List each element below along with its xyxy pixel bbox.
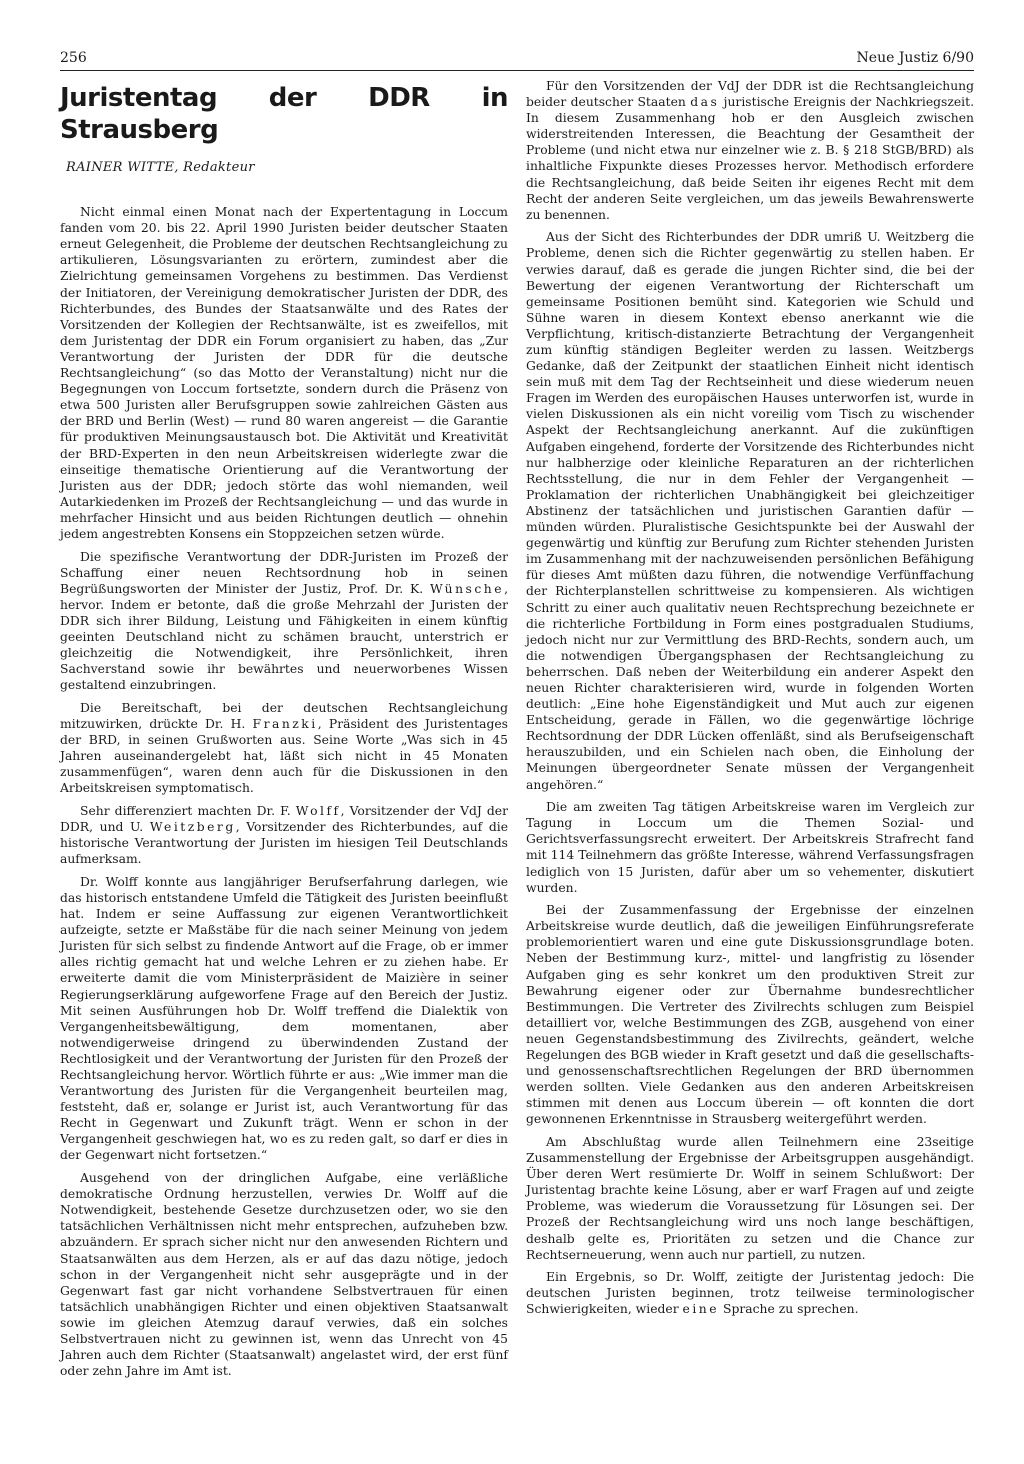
right-column: [526, 78, 974, 1386]
paragraph: Aus der Sicht des Richterbundes der DDR umriß U. Weitzberg die Probleme, denen sich die Richter gegenwärtig zu stellen haben. Er verwies darauf, daß es gerade die jungen Richter sind, die bei der Bewertung der eigenen Verantwortung der Richterschaft um gemeinsame Positionen bemüht sind. Kategorien wie Schuld und Sühne waren in diesem Kontext ebenso anerkannt wie die Verpflichtung, kritisch-distanzierte Betrachtung der Vergangenheit zum künftig ständigen Begleiter werden zu lassen. Weitzbergs Gedanke, daß der Zeitpunkt der staatlichen Einheit nicht identisch sein muß mit dem Tag der Rechtseinheit und diese wiederum neuen Fragen im Werden des europäischen Hauses unterworfen ist, wurde in vielen Diskussionen als ein nicht voreilig vom Tisch zu wischender Aspekt der Rechtsangleichung anerkannt. Auf die zukünftigen Aufgaben eingehend, forderte der Vorsitzende des Richterbundes nicht nur halbherzige oder kleinliche Reparaturen an der richterlichen Rechtsstellung, die nur in dem Fehler der Vergangenheit — Proklamation der richterlichen Unabhängigkeit bei gleichzeitiger Abstinenz der tatsächlichen und juristischen Garantien dafür — münden würden. Pluralistische Gesichtspunkte bei der Auswahl der gegenwärtig und künftig zur Berufung zum Richter stehenden Juristen im Zusammenhang mit der nachzuweisenden persönlichen Befähigung für dieses Amt müßten dazu führen, die notwendige Verfünffachung der Richterplanstellen schrittweise zu kompensieren. Als wichtigen Schritt zu einer auch qualitativ neuen Rechtsprechung bezeichnete er die richterliche Fortbildung in Form eines postgradualen Studiums, jedoch nicht nur zur Vermittlung des BRD-Rechts, sondern auch, um die notwendigen Übergangsphasen der Rechtsangleichung zu beherrschen. Daß neben der Weiterbildung ein anderer Aspekt den neuen Richter charakterisieren wird, wurde in folgenden Worten deutlich: „Eine hohe Eigenständigkeit und Mut auch zur eigenen Entscheidung, gerade in Fällen, wo die gegenwärtige löchrige Rechtsordnung der DDR Lücken offenläßt, sind als Berufseigenschaft herauszubilden, und ein Schielen nach oben, die Einholung der Meinungen übergeordneter Senate müssen der Vergangenheit angehören.“: [526, 230, 974, 792]
person-name: Franzki: [252, 717, 318, 731]
emphasis: das: [690, 95, 720, 110]
text-run: , hervor. Indem er betonte, daß die große Mehrzahl der Juristen der DDR sich ihrer Bildung, Leistung und Fähigkeiten in einem künftig geeinten Deutschland nicht zu schämen braucht, unterstrich er gleichzeitig die Notwendigkeit, ihre Persönlichkeit, ihren Sachverstand sowie ihr bewährtes und neuerworbenes Wissen gestaltend einzubringen.: [60, 581, 508, 693]
paragraph: [60, 549, 508, 694]
text-run: Die spezifische Verantwortung der DDR-Juristen im Prozeß der Schaffung einer neuen Rechtsordnung hob in seinen Begrüßungsworten der Minister der Justiz, Prof. Dr. K.: [60, 549, 508, 596]
text-run: , Vorsitzender der VdJ der DDR, und U.: [60, 803, 509, 835]
left-column: [60, 78, 508, 1386]
text-run: Sehr differenziert machten Dr. F.: [80, 803, 296, 818]
page-number: 256: [60, 50, 87, 66]
person-name: Wünsche: [429, 581, 505, 596]
journal-issue: Neue Justiz 6/90: [856, 50, 974, 66]
paragraph: Die am zweiten Tag tätigen Arbeitskreise waren im Vergleich zur Tagung in Loccum um die Themen Sozial- und Gerichtsverfassungsrecht erweitert. Der Arbeitskreis Strafrecht fand mit 114 Teilnehmern das größte Interesse, während Verfassungsfragen lediglich von 15 Juristen, dafür aber um so vehementer, diskutiert wurden.: [526, 800, 974, 895]
text-run: , Präsident des Juristentages der BRD, in seinen Grußworten aus. Seine Worte „Was sich in 45 Jahren auseinandergelebt hat, läßt sich nicht in 45 Monaten zusammenfügen“, waren denn auch für die Diskussionen in den Arbeitskreisen symptomatisch.: [60, 717, 508, 796]
article-title: Juristentag der DDR in Strausberg: [60, 83, 508, 145]
text-run: Sprache zu sprechen.: [719, 1302, 859, 1317]
paragraph: [60, 700, 508, 797]
person-name: Weitzberg: [149, 820, 236, 835]
text-run: Ein Ergebnis, so Dr. Wolff, zeitigte der Juristentag jedoch: Die deutschen Juristen beginnen, trotz teilweise terminologischer Schwierigkeiten, wieder: [526, 1270, 974, 1317]
page-header: [60, 46, 974, 71]
person-name: Wolff: [295, 803, 341, 818]
paragraph: [60, 803, 508, 867]
text-run: Für den Vorsitzenden der VdJ der DDR ist die Rechtsangleichung beider deutscher Staaten: [526, 79, 974, 110]
paragraph: Dr. Wolff konnte aus langjähriger Berufserfahrung darlegen, wie das historisch entstandene Umfeld die Tätigkeit des Juristen beeinflußt hat. Indem er seine Auffassung zur eigenen Verantwortlichkeit aufzeigte, setzte er Maßstäbe für die nach seiner Meinung von jedem Juristen für sich selbst zu findende Antwort auf die Frage, ob er immer alles richtig gemacht hat und welche Lehren er zu ziehen habe. Er erweiterte damit die vom Ministerpräsident de Maizière in seiner Regierungserklärung aufgeworfene Frage auf den Bereich der Justiz. Mit seinen Ausführungen hob Dr. Wolff treffend die Dialektik von Vergangenheitsbewältigung, dem momentanen, aber notwendigerweise dringend zu überwindenden Zustand der Rechtlosigkeit und der Verantwortung der Juristen für den Prozeß der Rechtsangleichung hervor. Wörtlich führte er aus: „Wie immer man die Verantwortung des Juristen für die Vergangenheit beurteilen mag, feststeht, daß er, solange er Jurist ist, auch Verantwortung für das Recht in Gegenwart und Zukunft trägt. Wenn er schon in der Vergangenheit geschwiegen hat, wo es zu reden galt, so darf er dies in der Gegenwart nicht fortsetzen.“: [60, 874, 508, 1163]
article-body: [60, 78, 974, 1386]
text-run: , Vorsitzender des Richterbundes, auf die historische Verantwortung der Juristen im hiesigen Teil Deutschlands aufmerksam.: [60, 820, 509, 867]
paragraph: Am Abschlußtag wurde allen Teilnehmern eine 23seitige Zusammenstellung der Ergebnisse der Arbeitsgruppen ausgehändigt. Über deren Wert resümierte Dr. Wolff in seinem Schlußwort: Der Juristentag brachte keine Lösung, aber er warf Fragen auf und zeigte Probleme, was wiederum die Voraussetzung für Lösungen sei. Der Prozeß der Rechtsangleichung wird uns noch lange beschäftigen, deshalb gelte es, Prioritäten zu setzen und die Chance zur Rechtserneuerung, wenn auch nur partiell, zu nutzen.: [526, 1135, 974, 1262]
author-byline: RAINER WITTE, Redakteur: [66, 160, 255, 175]
text-run: Die Bereitschaft, bei der deutschen Rechtsangleichung mitzuwirken, drückte Dr. H.: [60, 700, 508, 731]
paragraph: [526, 1269, 974, 1317]
paragraph: Nicht einmal einen Monat nach der Expertentagung in Loccum fanden vom 20. bis 22. April 1990 Juristen beider deutscher Staaten erneut Gelegenheit, die Probleme der deutschen Rechtsangleichung zu artikulieren, Lösungsvarianten zu erörtern, zumindest aber die Zielrichtung gemeinsamen Vorgehens zu bestimmen. Das Verdienst der Initiatoren, der Vereinigung demokratischer Juristen der DDR, des Richterbundes, des Bundes der Staatsanwälte und des Rates der Vorsitzenden der Kollegien der Rechtsanwälte, ist es zweifellos, mit dem Juristentag der DDR ein Forum organisiert zu haben, das „Zur Verantwortung der Juristen der DDR für die deutsche Rechtsangleichung“ (so das Motto der Veranstaltung) nicht nur die Begegnungen von Loccum fortsetzte, sondern durch die Präsenz von etwa 500 Juristen aller Berufsgruppen sowie zahlreichen Gästen aus der BRD und Berlin (West) — rund 80 waren angereist — die Garantie für produktiven Meinungsaustausch bot. Die Aktivität und Kreativität der BRD-Experten in den neun Arbeitskreisen widerlegte zwar die einseitige thematische Orientierung auf die Verantwortung der Juristen aus der DDR; jedoch störte das wohl niemanden, weil Autarkiedenken im Prozeß der Rechtsangleichung — und das wurde in mehrfacher Hinsicht und aus beiden Richtungen deutlich — ohnehin jedem angestrebten Konsens ein Stoppzeichen setzen würde.: [60, 205, 508, 541]
text-run: juristische Ereignis der Nachkriegszeit. In diesem Zusammenhang hob er den Ausgleich zwischen widerstreitenden Interessen, die Beachtung der Gesamtheit der Probleme (und nicht etwa nur einzelner wie z. B. § 218 StGB/BRD) als inhaltliche Fixpunkte dieses Prozesses hervor. Methodisch erfordere die Rechtsangleichung, daß beide Seiten ihr eigenes Recht mit dem Recht der anderen Seite vergleichen, um das jeweils Bewahrenswerte zu benennen.: [526, 95, 974, 222]
emphasis: eine: [682, 1302, 720, 1317]
paragraph: Ausgehend von der dringlichen Aufgabe, eine verläßliche demokratische Ordnung herzustellen, verwies Dr. Wolff auf die Notwendigkeit, bestehende Gesetze durchzusetzen oder, wo sie den tatsächlichen Verhältnissen nicht mehr entsprechen, aufzuheben bzw. abzuändern. Er sprach sicher nicht nur den anwesenden Richtern und Staatsanwälten aus dem Herzen, als er auf das dazu nötige, jedoch schon in der Vergangenheit nicht sehr ausgeprägte und in der Gegenwart fast gar nicht vorhandene Selbstvertrauen für einen tatsächlich unabhängigen Richter und einen objektiven Staatsanwalt sowie im gleichen Atemzug darauf verwies, daß ein solches Selbstvertrauen nicht zu gewinnen ist, wenn das Unrecht von 45 Jahren auch dem Richter (Staatsanwalt) angelastet wird, der erst fünf oder zehn Jahre im Amt ist.: [60, 1171, 508, 1379]
paragraph: [526, 78, 974, 223]
paragraph: Bei der Zusammenfassung der Ergebnisse der einzelnen Arbeitskreise wurde deutlich, daß die jeweiligen Einführungsreferate problemorientiert waren und eine gute Diskussionsgrundlage boten. Neben der Bestimmung kurz-, mittel- und langfristig zu lösender Aufgaben ging es sehr konkret um den produktiven Streit zur Bewahrung eigener oder zur Übernahme bundesrechtlicher Bestimmungen. Die Vertreter des Zivilrechts schlugen zum Beispiel detailliert vor, welche Bestimmungen des ZGB, ausgehend von einer neuen Gegenstandsbestimmung des Zivilrechts, geändert, welche Regelungen des BGB wieder in Kraft gesetzt und daß die gesellschafts- und genossenschaftsrechtlichen Regelungen der BRD übernommen werden sollten. Viele Gedanken aus den anderen Arbeitskreisen stimmen mit denen aus Loccum überein — oft konnten die dort gewonnenen Erkenntnisse in Strausberg weitergeführt werden.: [526, 903, 974, 1127]
